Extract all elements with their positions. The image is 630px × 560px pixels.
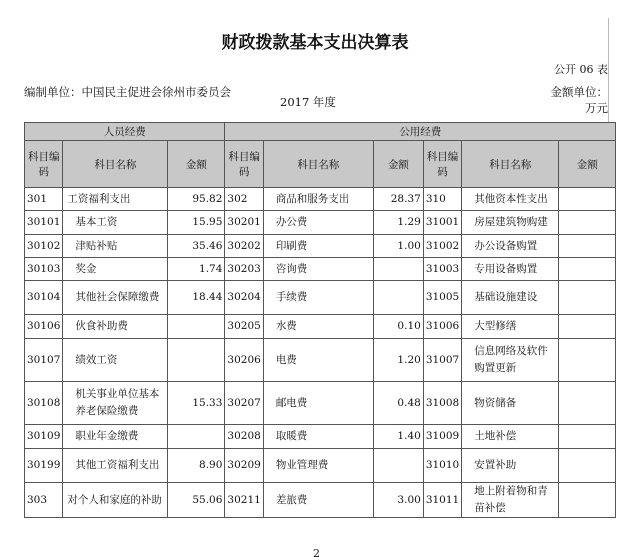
table-row bbox=[25, 339, 616, 382]
item-name: 基本工资 bbox=[63, 211, 168, 235]
item-code: 310 bbox=[423, 188, 461, 211]
amount-unit bbox=[551, 84, 609, 116]
item-name: 电费 bbox=[263, 339, 373, 382]
item-name: 其他社会保障缴费 bbox=[63, 281, 168, 315]
table-row bbox=[25, 483, 616, 518]
item-name: 办公费 bbox=[263, 211, 373, 235]
item-name: 大型修缮 bbox=[462, 315, 559, 339]
item-name: 邮电费 bbox=[263, 382, 373, 425]
item-name: 差旅费 bbox=[263, 483, 373, 518]
item-code: 30201 bbox=[225, 211, 263, 235]
amount-unit-label: 金额单位： bbox=[550, 85, 608, 99]
table-row bbox=[25, 449, 616, 483]
form-number: 公开 06 表 bbox=[554, 63, 608, 76]
item-code: 30206 bbox=[225, 339, 263, 382]
table-row bbox=[25, 315, 616, 339]
page-title: 财政拨款基本支出决算表 bbox=[221, 33, 409, 53]
item-amount bbox=[168, 339, 225, 382]
item-code: 31006 bbox=[423, 315, 461, 339]
item-code: 30211 bbox=[225, 483, 263, 518]
col-header-code: 科目编码 bbox=[25, 141, 63, 188]
group-header-personnel: 人员经费 bbox=[25, 123, 225, 141]
item-name: 机关事业单位基本养老保险缴费 bbox=[63, 382, 168, 425]
item-amount: 1.40 bbox=[373, 425, 423, 449]
item-name: 安置补助 bbox=[462, 449, 559, 483]
item-amount: 1.29 bbox=[373, 211, 423, 235]
item-name: 绩效工资 bbox=[63, 339, 168, 382]
item-code: 30203 bbox=[225, 258, 263, 281]
item-code: 31007 bbox=[423, 339, 461, 382]
item-name: 咨询费 bbox=[263, 258, 373, 281]
item-name: 办公设备购置 bbox=[462, 235, 559, 258]
item-code: 31011 bbox=[423, 483, 461, 518]
item-amount: 3.00 bbox=[373, 483, 423, 518]
item-amount bbox=[559, 483, 616, 518]
item-code: 31008 bbox=[423, 382, 461, 425]
item-name: 其他工资福利支出 bbox=[63, 449, 168, 483]
item-amount bbox=[559, 339, 616, 382]
page-number: 2 bbox=[313, 547, 320, 560]
item-code: 30109 bbox=[25, 425, 63, 449]
item-code: 31009 bbox=[423, 425, 461, 449]
item-code: 30207 bbox=[225, 382, 263, 425]
item-code: 31005 bbox=[423, 281, 461, 315]
item-amount bbox=[168, 425, 225, 449]
item-amount bbox=[559, 235, 616, 258]
table-row bbox=[25, 425, 616, 449]
table-row bbox=[25, 211, 616, 235]
item-code: 30102 bbox=[25, 235, 63, 258]
item-amount: 95.82 bbox=[168, 188, 225, 211]
item-code: 31003 bbox=[423, 258, 461, 281]
item-amount bbox=[559, 281, 616, 315]
item-code: 30208 bbox=[225, 425, 263, 449]
item-name: 印刷费 bbox=[263, 235, 373, 258]
item-name: 水费 bbox=[263, 315, 373, 339]
item-name: 取暖费 bbox=[263, 425, 373, 449]
col-header-name: 科目名称 bbox=[263, 141, 373, 188]
item-amount: 28.37 bbox=[373, 188, 423, 211]
compiling-unit: 编制单位：中国民主促进会徐州市委员会 bbox=[24, 85, 231, 99]
item-name: 手续费 bbox=[263, 281, 373, 315]
item-code: 30108 bbox=[25, 382, 63, 425]
item-name: 信息网络及软件购置更新 bbox=[462, 339, 559, 382]
item-amount: 15.33 bbox=[168, 382, 225, 425]
item-amount: 18.44 bbox=[168, 281, 225, 315]
item-amount bbox=[168, 315, 225, 339]
item-code: 30199 bbox=[25, 449, 63, 483]
item-name: 专用设备购置 bbox=[462, 258, 559, 281]
item-amount bbox=[559, 382, 616, 425]
table-row bbox=[25, 382, 616, 425]
item-code: 30204 bbox=[225, 281, 263, 315]
item-amount: 0.10 bbox=[373, 315, 423, 339]
item-code: 302 bbox=[225, 188, 263, 211]
fiscal-year: 2017 年度 bbox=[280, 95, 336, 109]
table-row bbox=[25, 258, 616, 281]
item-code: 30202 bbox=[225, 235, 263, 258]
amount-unit-value: 万元 bbox=[585, 101, 608, 115]
item-code: 31010 bbox=[423, 449, 461, 483]
table-row bbox=[25, 188, 616, 211]
item-amount: 1.74 bbox=[168, 258, 225, 281]
item-amount bbox=[559, 315, 616, 339]
item-code: 30103 bbox=[25, 258, 63, 281]
item-name: 土地补偿 bbox=[462, 425, 559, 449]
item-code: 301 bbox=[25, 188, 63, 211]
item-amount bbox=[559, 258, 616, 281]
item-amount: 1.20 bbox=[373, 339, 423, 382]
col-header-amount: 金额 bbox=[373, 141, 423, 188]
item-amount: 55.06 bbox=[168, 483, 225, 518]
item-amount: 35.46 bbox=[168, 235, 225, 258]
table-row bbox=[25, 235, 616, 258]
item-code: 31001 bbox=[423, 211, 461, 235]
col-header-amount: 金额 bbox=[559, 141, 616, 188]
item-amount bbox=[373, 449, 423, 483]
col-header-name: 科目名称 bbox=[462, 141, 559, 188]
item-name: 对个人和家庭的补助 bbox=[63, 483, 168, 518]
item-amount: 8.90 bbox=[168, 449, 225, 483]
item-name: 津贴补贴 bbox=[63, 235, 168, 258]
item-name: 职业年金缴费 bbox=[63, 425, 168, 449]
item-amount bbox=[559, 211, 616, 235]
item-amount bbox=[373, 281, 423, 315]
item-name: 伙食补助费 bbox=[63, 315, 168, 339]
item-amount: 15.95 bbox=[168, 211, 225, 235]
column-header-row bbox=[25, 141, 616, 188]
group-header-public: 公用经费 bbox=[225, 123, 616, 141]
item-code: 31002 bbox=[423, 235, 461, 258]
col-header-code: 科目编码 bbox=[423, 141, 461, 188]
item-name: 工资福利支出 bbox=[63, 188, 168, 211]
item-code: 30101 bbox=[25, 211, 63, 235]
item-code: 30104 bbox=[25, 281, 63, 315]
table-body bbox=[25, 188, 616, 518]
item-code: 30209 bbox=[225, 449, 263, 483]
group-header-row bbox=[25, 123, 616, 141]
item-code: 30106 bbox=[25, 315, 63, 339]
item-name: 其他资本性支出 bbox=[462, 188, 559, 211]
item-code: 303 bbox=[25, 483, 63, 518]
item-code: 30107 bbox=[25, 339, 63, 382]
item-name: 地上附着物和青苗补偿 bbox=[462, 483, 559, 518]
table-row bbox=[25, 281, 616, 315]
item-name: 商品和服务支出 bbox=[263, 188, 373, 211]
item-name: 基础设施建设 bbox=[462, 281, 559, 315]
item-amount bbox=[559, 425, 616, 449]
item-name: 物业管理费 bbox=[263, 449, 373, 483]
item-amount: 1.00 bbox=[373, 235, 423, 258]
margin-line bbox=[608, 18, 609, 136]
expenditure-table bbox=[24, 122, 616, 518]
item-name: 奖金 bbox=[63, 258, 168, 281]
col-header-code: 科目编码 bbox=[225, 141, 263, 188]
item-amount bbox=[559, 449, 616, 483]
item-amount: 0.48 bbox=[373, 382, 423, 425]
col-header-name: 科目名称 bbox=[63, 141, 168, 188]
col-header-amount: 金额 bbox=[168, 141, 225, 188]
item-amount bbox=[559, 188, 616, 211]
item-amount bbox=[373, 258, 423, 281]
item-name: 房屋建筑物购建 bbox=[462, 211, 559, 235]
item-name: 物资储备 bbox=[462, 382, 559, 425]
item-code: 30205 bbox=[225, 315, 263, 339]
